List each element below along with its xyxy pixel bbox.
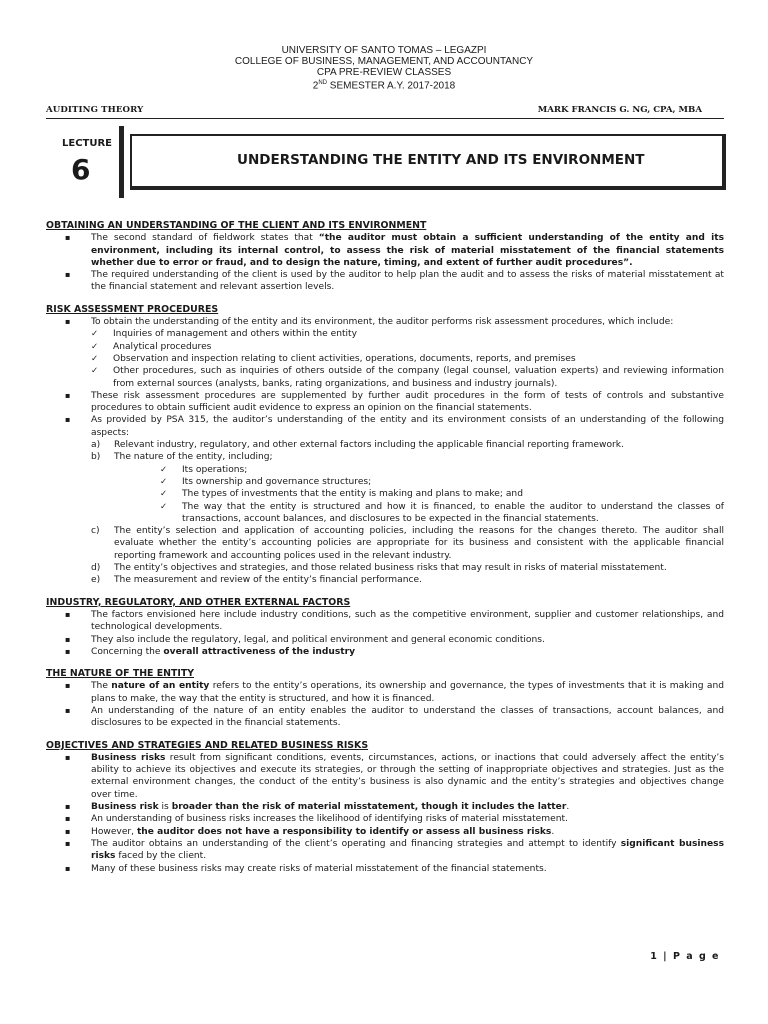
section-heading: RISK ASSESSMENT PROCEDURES [46, 303, 219, 315]
lecture-title: UNDERSTANDING THE ENTITY AND ITS ENVIRONMENT [237, 152, 645, 168]
list-item: ▪ Business risks result from significant conditions, events, circumstances, actions, or inactions that could adversely affect the entity’s ability to achieve its objectives and execute its strategies, or through the setting of inappropriate objectives and strategies. Just as the external environment changes, the conduct of the entity’s business is also dynamic and the entity’s strategies and objectives change over time. [46, 752, 724, 801]
check-item: ✓ Inquiries of management and others within the entity [91, 328, 724, 340]
list-item: ▪ They also include the regulatory, legal, and political environment and general economic conditions. [46, 634, 724, 646]
program-name: CPA PRE-REVIEW CLASSES [316, 67, 452, 78]
check-item: ✓ The types of investments that the entity is making and plans to make; and [114, 488, 724, 500]
check-item: ✓ Observation and inspection relating to client activities, operations, documents, reports, and premises [91, 353, 724, 365]
list-item: ▪ However, the auditor does not have a responsibility to identify or assess all business risks. [46, 826, 724, 838]
university-header [0, 45, 768, 91]
list-item: ▪ An understanding of the nature of an entity enables the auditor to understand the classes of transactions, account balances, and disclosures to be expected in the financial statements. [46, 705, 724, 730]
lettered-list [91, 439, 724, 587]
check-item: ✓ The way that the entity is structured and how it is financed, to enable the auditor to understand the classes of transactions, account balances, and disclosures to be expected in the financial statements. [114, 501, 724, 526]
list-item: ▪ An understanding of business risks increases the likelihood of identifying risks of material misstatement. [46, 813, 724, 825]
university-name: UNIVERSITY OF SANTO TOMAS – LEGAZPI [281, 45, 487, 56]
bullet-list [46, 316, 724, 587]
list-item: ▪ To obtain the understanding of the entity and its environment, the auditor performs risk assessment procedures, which include: ✓ Inquiries of management and others within the entity ✓ Analytical procedures ✓ Observation and inspection relating to client activities, operations, documents, reports, and premises ✓ Other procedures, such as inquiries of others outside of the company (legal counsel, valuation experts) and reviewing information from external sources (analysts, banks, rating organizations, and business and industry journals). [46, 316, 724, 390]
lecture-label: LECTURE [62, 138, 113, 149]
section-heading: THE NATURE OF THE ENTITY [46, 668, 195, 680]
bullet-list [46, 232, 724, 293]
bullet-list [46, 680, 724, 729]
list-item: ▪ As provided by PSA 315, the auditor’s understanding of the entity and its environment consists of an understanding of the following aspects: a) Relevant industry, regulatory, and other external factors including the applicable financial reporting framework. b) The nature of the entity, including; ✓ Its operations; ✓ Its ownership and governance structures; ✓ The types of investments that the entity is making and plans to make; and ✓ The way that the entity is structured and how it is financed, to enable the auditor to understand the classes of transactions, account balances, and disclosures to be expected in the financial statements. c) The entity’s selection and application of accounting policies, including the reasons for the changes thereto. The auditor shall evaluate whether the entity’s accounting policies are appropriate for its business and consistent with the applicable financial reporting framework and accounting polices used in the relevant industry. d) The entity’s objectives and strategies, and those related business risks that may result in risks of material misstatement. e) The measurement and review of the entity’s financial performance. [46, 414, 724, 586]
lecture-divider [119, 126, 124, 198]
bullet-list [46, 752, 724, 875]
lettered-item: c) The entity’s selection and application of accounting policies, including the reasons for the changes thereto. The auditor shall evaluate whether the entity’s accounting policies are appropriate for its business and consistent with the applicable financial reporting framework and accounting polices used in the relevant industry. [91, 526, 724, 561]
page-number: 1 | P a g e [650, 951, 720, 962]
document-body [46, 220, 724, 875]
check-item: ✓ Analytical procedures [91, 341, 724, 353]
lecture-number: 6 [71, 153, 91, 186]
list-item: ▪ These risk assessment procedures are supplemented by further audit procedures in the form of tests of controls and substantive procedures to obtain sufficient audit evidence to express an opinion on the financial statements. [46, 390, 724, 415]
check-list [114, 464, 724, 525]
lettered-item: b) The nature of the entity, including; ✓ Its operations; ✓ Its ownership and governance structures; ✓ The types of investments that the entity is making and plans to make; and ✓ The way that the entity is structured and how it is financed, to enable the auditor to understand the classes of transactions, account balances, and disclosures to be expected in the financial statements. [91, 451, 724, 525]
check-item: ✓ Other procedures, such as inquiries of others outside of the company (legal counsel, valuation experts) and reviewing information from external sources (analysts, banks, rating organizations, and business and industry journals). [91, 365, 724, 390]
college-name: COLLEGE OF BUSINESS, MANAGEMENT, AND ACCOUNTANCY [234, 56, 534, 67]
author-label: MARK FRANCIS G. NG, CPA, MBA [537, 105, 702, 115]
check-item: ✓ Its operations; [114, 464, 724, 476]
section-heading: OBJECTIVES AND STRATEGIES AND RELATED BUSINESS RISKS [46, 739, 369, 751]
section-heading: OBTAINING AN UNDERSTANDING OF THE CLIENT AND ITS ENVIRONMENT [46, 220, 427, 231]
list-item: ▪ The auditor obtains an understanding of the client’s operating and financing strategies and attempt to identify significant business risks faced by the client. [46, 838, 724, 863]
lettered-item: a) Relevant industry, regulatory, and other external factors including the applicable financial reporting framework. [91, 440, 624, 451]
bullet-list [46, 609, 724, 658]
subject-label: AUDITING THEORY [46, 105, 144, 115]
title-box [130, 134, 726, 190]
list-item: ▪ The second standard of fieldwork states that “the auditor must obtain a sufficient understanding of the entity and its environment, including its internal control, to assess the risk of material misstatement of the financial statements whether due to error or fraud, and to design the nature, timing, and extent of further audit procedures”. [46, 232, 724, 269]
lettered-item: e) The measurement and review of the entity’s financial performance. [91, 575, 422, 586]
list-item: ▪ Many of these business risks may create risks of material misstatement of the financial statements. [46, 863, 724, 875]
list-item: ▪ The nature of an entity refers to the entity’s operations, its ownership and governance, the types of investments that it is making and plans to make, the way that the entity is structured, and how it is financed. [46, 680, 724, 705]
section-heading: INDUSTRY, REGULATORY, AND OTHER EXTERNAL FACTORS [46, 596, 351, 608]
semester-line: 2ND SEMESTER A.Y. 2017-2018 [312, 80, 456, 92]
check-list [91, 328, 724, 389]
list-item: ▪ Business risk is broader than the risk of material misstatement, though it includes the latter. [46, 801, 724, 813]
list-item: ▪ Concerning the overall attractiveness of the industry [46, 646, 724, 658]
list-item: ▪ The factors envisioned here include industry conditions, such as the competitive environment, supplier and customer relationships, and technological developments. [46, 609, 724, 634]
lettered-item: d) The entity’s objectives and strategies, and those related business risks that may result in risks of material misstatement. [91, 563, 667, 574]
header-rule [46, 118, 724, 119]
lecture-box [46, 126, 124, 198]
check-item: ✓ Its ownership and governance structures; [114, 476, 724, 488]
list-item: ▪ The required understanding of the client is used by the auditor to help plan the audit and to assess the risks of material misstatement at the financial statement and relevant assertion levels. [46, 269, 724, 294]
